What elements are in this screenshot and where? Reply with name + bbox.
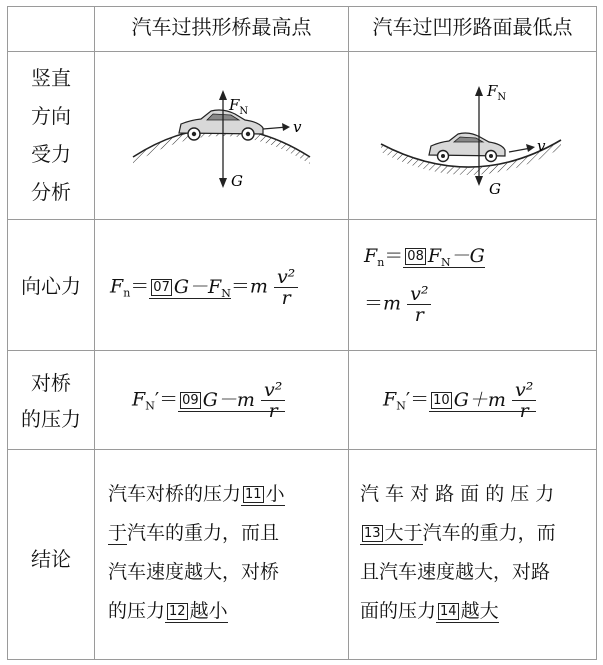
conclusion-line: 汽车速度越大，对桥 [108, 561, 280, 583]
label-line: 受力 [31, 142, 71, 166]
v-arrow-icon [282, 123, 290, 131]
conclusion-concave [360, 475, 592, 631]
conclusion-text: 汽车的重力，而且 [127, 522, 280, 544]
pressure-formula-arch [132, 380, 285, 421]
equals-sign: ＝ [130, 275, 150, 298]
prime-mark: ′ [154, 388, 160, 411]
label-line: 分析 [31, 180, 71, 204]
answer-blank-07 [149, 276, 231, 299]
answer-text: 越大 [460, 600, 499, 622]
blank-number: 10 [433, 392, 450, 408]
formula-subscript: N [221, 286, 231, 300]
centripetal-formula-arch [110, 267, 298, 308]
answer-blank-13 [360, 522, 423, 545]
answer-blank-14 [436, 600, 499, 623]
row-label-force-analysis [8, 59, 94, 211]
blank-number: 13 [364, 526, 381, 541]
formula-symbol: G－ [202, 388, 237, 411]
formula-symbol: F [383, 388, 397, 411]
fn-arrow-icon [219, 90, 227, 100]
formula-symbol: m [236, 388, 255, 411]
fraction-denominator: r [281, 287, 291, 309]
formula-symbol: F [364, 245, 378, 267]
answer-text: 于 [108, 522, 128, 544]
g-label: G [231, 172, 243, 190]
equals-sign: ＝ [230, 275, 250, 298]
answer-blank-12 [165, 600, 228, 623]
fraction-numerator: v² [512, 380, 536, 401]
conclusion-line: 汽 车 对 路 面 的 压 力 [360, 483, 555, 505]
label-line: 的压力 [21, 407, 81, 431]
equals-sign: ＝ [384, 245, 404, 267]
formula-subscript: N [145, 399, 155, 413]
answer-text: 大于 [384, 522, 423, 544]
answer-blank-09 [178, 379, 285, 422]
fraction-numerator: v² [261, 380, 285, 401]
conclusion-line: 且汽车速度越大，对路 [360, 561, 551, 583]
formula-symbol: m [383, 292, 402, 315]
blank-number: 07 [153, 279, 170, 295]
conclusion-line [360, 592, 592, 631]
conclusion-line [360, 514, 592, 553]
fraction [274, 267, 298, 308]
answer-text: 小 [265, 483, 285, 505]
g-arrow-icon [219, 178, 227, 188]
pressure-formula-concave [383, 380, 536, 421]
row-divider [8, 219, 596, 220]
formula-symbol: G＋ [453, 388, 488, 411]
blank-number: 08 [407, 249, 424, 264]
fraction-denominator: r [519, 400, 529, 422]
blank-number: 09 [182, 392, 199, 408]
g-label: G [489, 180, 501, 198]
header-concave-road: 汽车过凹形路面最低点 [372, 15, 573, 39]
centripetal-formula-concave [364, 241, 485, 269]
conclusion-text: 汽车对桥的压力 [108, 483, 242, 505]
fraction-numerator: v² [274, 267, 298, 288]
formula-symbol: F [427, 245, 442, 267]
fn-label: $F_N$ [487, 82, 507, 103]
row-label-pressure [8, 365, 94, 437]
label-line: 对桥 [31, 371, 71, 395]
equals-sign: ＝ [364, 292, 384, 315]
fraction-denominator: r [268, 400, 278, 422]
equals-sign: ＝ [410, 388, 430, 411]
prime-mark: ′ [405, 388, 411, 411]
conclusion-text: 汽车的重力，而 [422, 522, 556, 544]
formula-symbol: F [110, 275, 124, 298]
v-label: v [293, 118, 302, 136]
answer-blank-08 [403, 245, 485, 268]
blank-number: 12 [169, 604, 186, 619]
equals-sign: ＝ [159, 388, 179, 411]
g-arrow-icon [475, 176, 483, 186]
centripetal-formula-concave-line2 [364, 284, 431, 325]
formula-symbol: F [132, 388, 146, 411]
conclusion-arch [108, 475, 340, 631]
answer-blank-10 [429, 379, 536, 422]
header-arch-bridge: 汽车过拱形桥最高点 [131, 15, 312, 39]
answer-blank-11 [241, 483, 285, 506]
fn-label: $F_N$ [229, 96, 249, 117]
formula-subscript: N [396, 399, 406, 413]
v-label: v [537, 137, 546, 155]
formula-subscript: n [123, 286, 131, 300]
concave-road-diagram [349, 52, 596, 219]
row-label-conclusion: 结论 [31, 547, 71, 571]
blank-number: 14 [440, 604, 457, 619]
blank-number: 11 [245, 487, 262, 502]
v-arrow-icon [526, 144, 535, 152]
fraction [407, 284, 431, 325]
conclusion-line [108, 514, 340, 553]
conclusion-line [108, 475, 340, 514]
label-line: 竖直 [31, 66, 71, 90]
formula-subscript: n [377, 256, 385, 269]
formula-symbol: －G [450, 245, 485, 267]
conclusion-text: 的压力 [108, 600, 166, 622]
physics-table [7, 6, 597, 660]
fraction-denominator: r [414, 304, 424, 326]
row-divider [8, 350, 596, 351]
conclusion-line [108, 592, 340, 631]
label-line: 方向 [31, 104, 71, 128]
formula-symbol: m [249, 275, 268, 298]
fraction [261, 380, 285, 421]
formula-subscript: N [441, 256, 451, 269]
fn-arrow-icon [475, 86, 483, 96]
row-label-centripetal: 向心力 [21, 274, 81, 298]
formula-symbol: m [487, 388, 506, 411]
conclusion-text: 面的压力 [360, 600, 437, 622]
car-icon [429, 133, 505, 162]
formula-symbol: G－F [173, 275, 222, 298]
fraction-numerator: v² [407, 284, 431, 305]
arch-bridge-diagram [95, 52, 348, 219]
answer-text: 越小 [189, 600, 228, 622]
fraction [512, 380, 536, 421]
row-divider [8, 449, 596, 450]
